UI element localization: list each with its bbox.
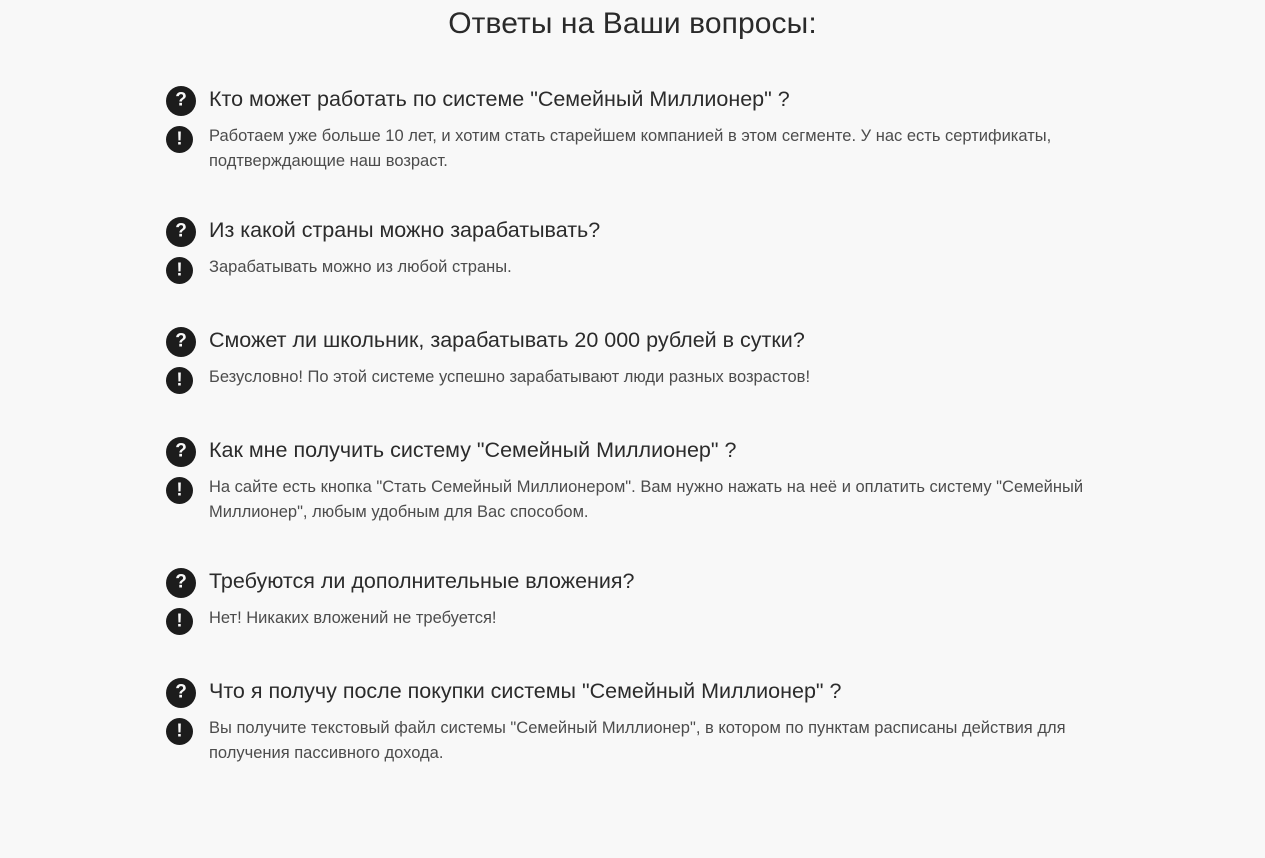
faq-question-row[interactable] (166, 567, 1265, 598)
exclamation-mark-icon (166, 126, 193, 153)
faq-answer-text: Вы получите текстовый файл системы "Семейный Миллионер", в котором по пунктам расписаны действия для получения пассивного дохода. (209, 719, 1066, 762)
faq-answer-text: Работаем уже больше 10 лет, и хотим стать старейшем компанией в этом сегменте. У нас есть сертификаты, подтверждающие наш возраст. (209, 127, 1052, 170)
faq-answer-row (166, 606, 1265, 635)
question-mark-icon-glyph: ? (175, 89, 187, 111)
faq-question-row[interactable] (166, 677, 1265, 708)
faq-question-row[interactable] (166, 326, 1265, 357)
question-mark-icon (166, 437, 196, 467)
faq-answer-row (166, 124, 1265, 174)
faq-answer-text: На сайте есть кнопка "Стать Семейный Миллионером". Вам нужно нажать на неё и оплатить систему "Семейный Миллионер", любым удобным для Вас способом. (209, 478, 1084, 521)
faq-question-text: Как мне получить систему "Семейный Миллионер" ? (209, 438, 737, 462)
faq-question-row[interactable] (166, 216, 1265, 247)
exclamation-mark-icon-glyph: ! (176, 259, 183, 280)
question-mark-icon-glyph: ? (175, 220, 187, 242)
question-mark-icon (166, 217, 196, 247)
exclamation-mark-icon (166, 367, 193, 394)
exclamation-mark-icon (166, 608, 193, 635)
faq-question-text: Требуются ли дополнительные вложения? (209, 569, 635, 593)
question-mark-icon-glyph: ? (175, 440, 187, 462)
page-title: Ответы на Ваши вопросы: (448, 7, 817, 40)
exclamation-mark-icon (166, 257, 193, 284)
question-mark-icon-glyph: ? (175, 571, 187, 593)
faq-answer-row (166, 716, 1265, 766)
question-mark-icon-glyph: ? (175, 330, 187, 352)
faq-item (166, 436, 1265, 525)
faq-item (166, 326, 1265, 394)
faq-answer-row (166, 475, 1265, 525)
faq-item (166, 567, 1265, 635)
faq-question-row[interactable] (166, 85, 1265, 116)
faq-answer-text: Нет! Никаких вложений не требуется! (209, 609, 497, 627)
faq-item (166, 677, 1265, 766)
exclamation-mark-icon-glyph: ! (176, 479, 183, 500)
faq-answer-text: Безусловно! По этой системе успешно зарабатывают люди разных возрастов! (209, 368, 811, 386)
exclamation-mark-icon-glyph: ! (176, 369, 183, 390)
faq-question-row[interactable] (166, 436, 1265, 467)
faq-answer-text: Зарабатывать можно из любой страны. (209, 258, 512, 276)
faq-answer-row (166, 255, 1265, 284)
faq-question-text: Что я получу после покупки системы "Семейный Миллионер" ? (209, 679, 842, 703)
faq-answer-row (166, 365, 1265, 394)
question-mark-icon-glyph: ? (175, 681, 187, 703)
question-mark-icon (166, 86, 196, 116)
exclamation-mark-icon-glyph: ! (176, 610, 183, 631)
question-mark-icon (166, 568, 196, 598)
faq-question-text: Кто может работать по системе "Семейный Миллионер" ? (209, 87, 790, 111)
faq-item (166, 216, 1265, 284)
faq-question-text: Сможет ли школьник, зарабатывать 20 000 рублей в сутки? (209, 328, 805, 352)
question-mark-icon (166, 327, 196, 357)
faq-item (166, 85, 1265, 174)
exclamation-mark-icon (166, 477, 193, 504)
exclamation-mark-icon (166, 718, 193, 745)
faq-question-text: Из какой страны можно зарабатывать? (209, 218, 601, 242)
faq-list (0, 42, 1265, 766)
exclamation-mark-icon-glyph: ! (176, 128, 183, 149)
question-mark-icon (166, 678, 196, 708)
exclamation-mark-icon-glyph: ! (176, 720, 183, 741)
